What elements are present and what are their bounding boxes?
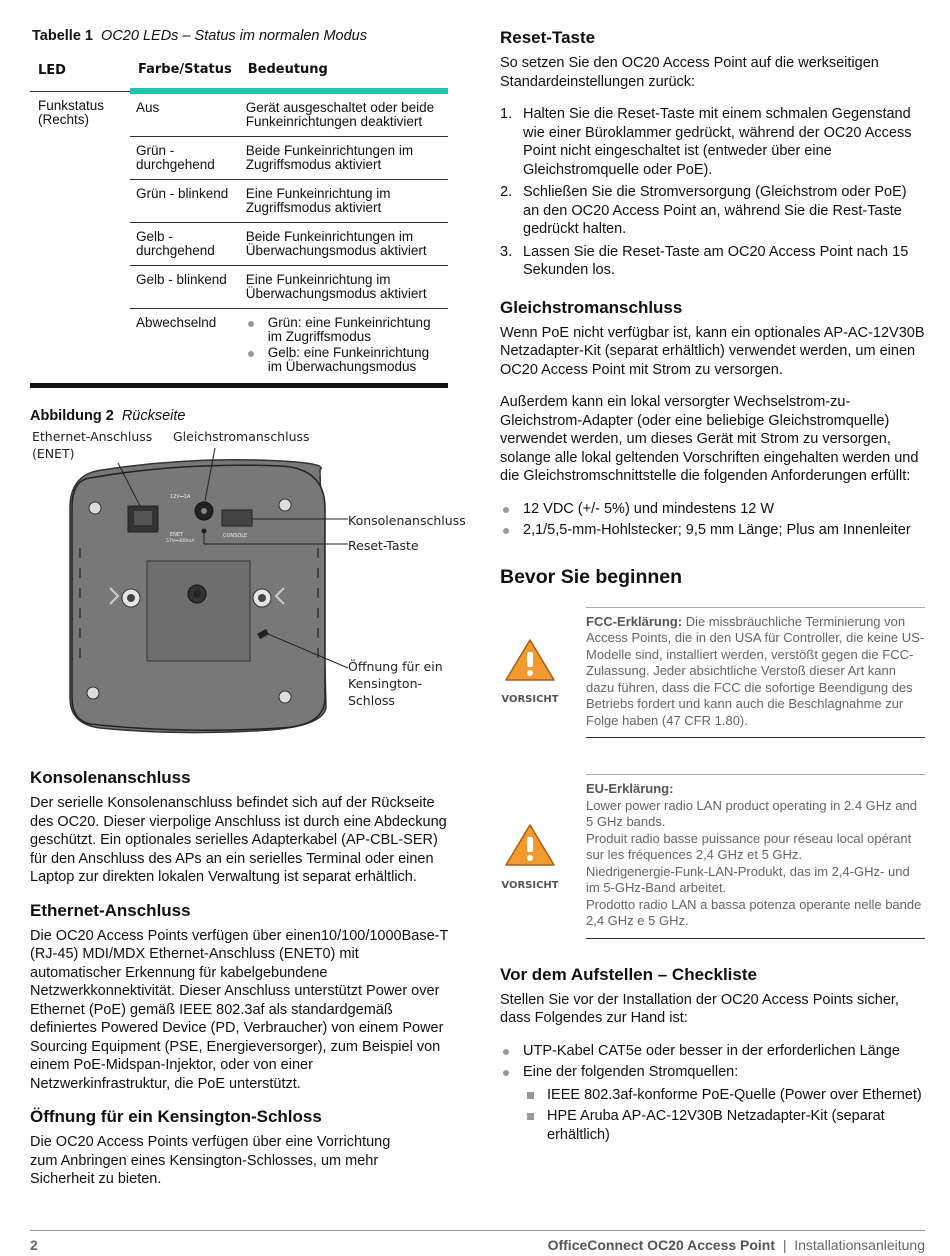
list-item: 3. Lassen Sie die Reset-Taste am OC20 Access Point nach 15 Sekunden los.: [500, 243, 909, 278]
table-cell-meaning: Eine Funkeinrichtung im Überwachungsmodus aktiviert: [240, 266, 448, 309]
enet-rating-text: 57V⎓300mA: [166, 539, 195, 544]
list-item: Grün: eine Funkeinrichtung im Zugriffsmodus: [268, 316, 442, 344]
reset-steps: [500, 105, 925, 280]
page-footer: [30, 1230, 925, 1253]
table-cell-status: Grün - durchgehend: [130, 137, 240, 180]
checklist-items: [500, 1042, 925, 1145]
reset-hole: [202, 529, 207, 534]
dc-requirements: [500, 500, 925, 540]
list-item: 1. Halten Sie die Reset-Taste mit einem schmalen Gegenstand wie einer Büroklammer gedrückt, während der OC20 Access Point nicht eingeschaltet ist (entweder über eine Gleichstromquelle oder PoE).: [500, 106, 912, 178]
figure-caption: Abbildung 2 Rückseite: [30, 408, 186, 424]
section-text: Der serielle Konsolenanschluss befindet sich auf der Rückseite des OC20. Dieser vierpolige Anschluss ist durch eine Abdeckung geschützt. Ein optionales serielles Adapterkabel (AP-CBL-SER) für den Anschluss des APs an ein serielles Terminal oder einen Laptop zur direkten lokalen Verwaltung ist separat erhältlich.: [30, 795, 447, 885]
table-cell-meaning: Beide Funkeinrichtungen im Zugriffsmodus aktiviert: [240, 137, 448, 180]
table-cell-meaning: Gerät ausgeschaltet oder beide Funkeinrichtungen deaktiviert: [240, 91, 448, 137]
label-reset: Reset-Taste: [348, 538, 419, 553]
eu-notice: [501, 774, 925, 939]
eu-line: Lower power radio LAN product operating in 2.4 GHz and 5 GHz bands.: [586, 797, 917, 829]
list-item: HPE Aruba AP-AC-12V30B Netzadapter-Kit (separat erhältlich): [523, 1107, 925, 1144]
eu-line: Niedrigenergie-Funk-LAN-Produkt, das im 2,4-GHz- und im 5-GHz-Band arbeitet.: [586, 863, 910, 895]
page-number: 2: [30, 1237, 38, 1253]
device-rear-drawing: [30, 408, 450, 753]
reset-intro: So setzen Sie den OC20 Access Point auf die werkseitigen Standardeinstellungen zurück:: [500, 55, 879, 90]
list-item: 12 VDC (+/- 5%) und mindestens 12 W: [500, 500, 925, 519]
section-heading: Ethernet-Anschluss: [30, 900, 191, 920]
list-item: 2. Schließen Sie die Stromversorgung (Gleichstrom oder PoE) an den OC20 Access Point an, während Sie die Rest-Taste gedrückt halten.: [500, 184, 907, 237]
caution-icon: [500, 821, 560, 894]
table-cell-meaning: [240, 309, 448, 386]
caution-icon: [500, 636, 560, 709]
list-item: 2,1/5,5-mm-Hohlstecker; 9,5 mm Länge; Plus am Innenleiter: [500, 521, 925, 540]
reset-heading: Reset-Taste: [500, 28, 596, 47]
fcc-title: FCC-Erklärung:: [586, 613, 683, 629]
eu-title: EU-Erklärung:: [586, 781, 674, 796]
eu-line: Produit radio basse puissance pour réseau local opérant sur les fréquences 2,4 GHz et 5 GHz.: [586, 830, 912, 862]
table-led-name: Funkstatus (Rechts): [38, 97, 105, 127]
section-kensington: [30, 1107, 450, 1189]
label-console: Konsolenanschluss: [348, 513, 466, 528]
table-cell-status: Gelb - blinkend: [130, 266, 240, 309]
list-item: Gelb: eine Funkeinrichtung im Überwachungsmodus: [268, 346, 442, 374]
enet-label-text: ENET: [170, 532, 184, 538]
dc-paragraph-1: Wenn PoE nicht verfügbar ist, kann ein optionales AP-AC-12V30B Netzadapter-Kit (separat erhältlich) verwendet werden, um einen OC20 Access Point mit Strom zu versorgen.: [500, 324, 925, 378]
section-ethernet: [30, 901, 450, 1094]
right-column: [500, 28, 925, 1158]
section-heading: Konsolenanschluss: [30, 768, 191, 787]
caution-label: VORSICHT: [501, 694, 559, 705]
section-text: Die OC20 Access Points verfügen über eine Vorrichtung zum Anbringen eines Kensington-Schlosses, um mehr Sicherheit zu bieten.: [30, 1134, 391, 1187]
checklist-intro: Stellen Sie vor der Installation der OC20 Access Points sicher, dass Folgendes zur Hand ist:: [500, 991, 899, 1026]
before-heading: Bevor Sie beginnen: [500, 565, 683, 588]
table-cell-status: Abwechselnd: [136, 315, 217, 330]
table-cell-status: Grün - blinkend: [130, 180, 240, 223]
section-heading: Öffnung für ein Kensington-Schloss: [30, 1107, 322, 1126]
fcc-notice: [501, 607, 925, 739]
table-cell-status: Gelb - durchgehend: [130, 223, 240, 266]
table-header-meaning: Bedeutung: [240, 60, 448, 91]
list-item: IEEE 802.3af-konforme PoE-Quelle (Power over Ethernet): [523, 1086, 925, 1105]
console-port: [222, 510, 252, 526]
label-dc-port: Gleichstromanschluss: [173, 429, 310, 444]
table-cell-meaning: Eine Funkeinrichtung im Zugriffsmodus aktiviert: [240, 180, 448, 223]
dc-heading: Gleichstromanschluss: [500, 297, 683, 317]
dc-paragraph-2: Außerdem kann ein lokal versorgter Wechselstrom-zu-Gleichstrom-Adapter (oder eine beliebige Gleichstromquelle) verwendet werden, um dieses Gerät mit Strom zu versorgen, solange alle lokal geltenden Vorschriften eingehalten werden und die Gleichstromschnittstelle die folgenden Anforderungen erfüllt:: [500, 394, 919, 484]
caution-label: VORSICHT: [501, 879, 559, 891]
fcc-text: Die missbräuchliche Terminierung von Access Points, die in den USA für Controller, die keine US-Modelle sind, installiert werden, verstößt gegen die FCC-Zulassung. Jeder absichtliche Verstoß dieser Art kann dazu führen, dass die FCC die sofortige Beendigung des Betriebs fordert und kann auch die Beschlagnahme zur Folge haben (47 CFR 1.80).: [586, 613, 925, 728]
eu-line: Prodotto radio LAN a bassa potenza operante nelle bande 2,4 GHz e 5 GHz.: [586, 896, 922, 928]
table-row: [30, 91, 448, 137]
label-ethernet: Ethernet-Anschluss (ENET): [32, 429, 153, 461]
footer-title: OfficeConnect OC20 Access Point | Installationsanleitung: [547, 1237, 925, 1253]
table-cell-meaning: Beide Funkeinrichtungen im Überwachungsmodus aktiviert: [240, 223, 448, 266]
section-console: [30, 768, 450, 887]
rear-view-figure: [30, 408, 466, 753]
console-label-text: CONSOLE: [223, 533, 248, 539]
list-item: Eine der folgenden Stromquellen: IEEE 802.3af-konforme PoE-Quelle (Power over Ethernet) HPE Aruba AP-AC-12V30B Netzadapter-Kit (separat erhältlich): [500, 1063, 925, 1144]
power-source-options: [523, 1086, 925, 1145]
table-header-led: LED: [30, 60, 130, 91]
table-caption: Tabelle 1 OC20 LEDs – Status im normalen Modus: [32, 28, 367, 44]
left-column: [30, 28, 466, 1203]
section-text: Die OC20 Access Points verfügen über einen10/100/1000Base-T (RJ-45) MDI/MDX Ethernet-Anschluss (ENET0) mit automatischer Erkennung für kabelgebundene Netzwerkkonnektivität. Dieser Anschluss unterstützt Power over Ethernet (PoE) gemäß IEEE 802.3af als standardgemäß definiertes Powered Device (PD, Verbraucher) von einem Power Sourcing Equipment (PSE, Energieversorger), zum Beispiel von einem PoE-Midspan-Injektor, oder von einer Netzwerkinfrastruktur, die PoE unterstützt.: [30, 927, 449, 1092]
led-status-table: [30, 60, 448, 388]
table-header-status: Farbe/Status: [130, 60, 240, 91]
list-item: UTP-Kabel CAT5e oder besser in der erforderlichen Länge: [500, 1042, 925, 1061]
dc-rating-text: 12V⎓1A: [170, 494, 191, 500]
table-cell-status: Aus: [130, 91, 240, 137]
label-kensington: Öffnung für ein Kensington-Schloss: [348, 659, 443, 708]
checklist-heading: Vor dem Aufstellen – Checkliste: [500, 964, 757, 984]
